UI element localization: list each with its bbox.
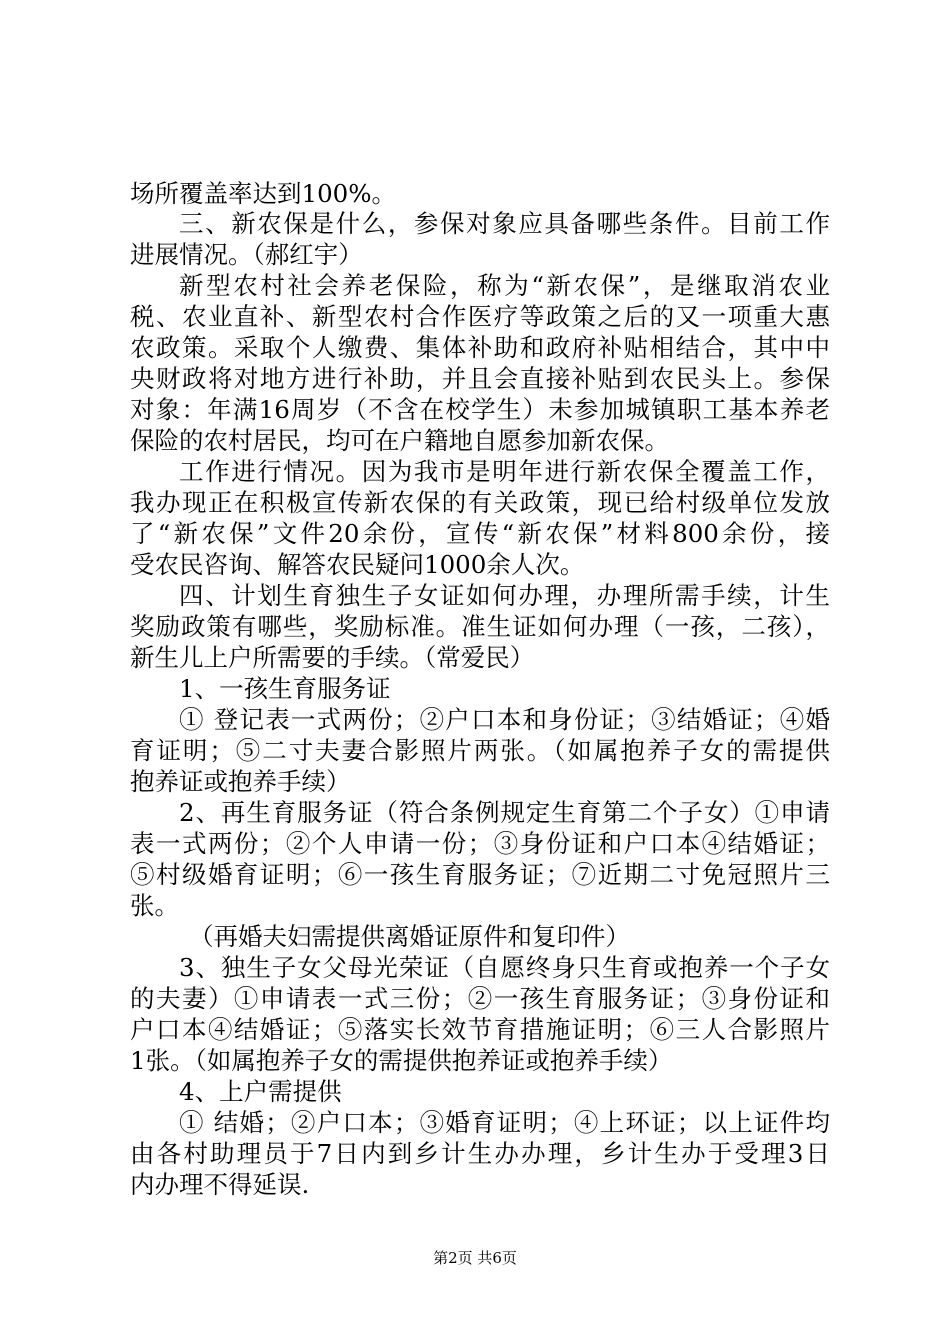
- text-line: ① 结婚；②户口本；③婚育证明；④上环证；以上证件均: [179, 1108, 830, 1137]
- text-line: 2、再生育服务证（符合条例规定生育第二个子女）①申请: [179, 798, 830, 827]
- text-line: 抱养证或抱养手续）: [130, 767, 351, 796]
- text-line: 张。: [130, 891, 179, 920]
- text-line: 的夫妻）①申请表一式三份；②一孩生育服务证；③身份证和: [130, 984, 830, 1013]
- text-line: 我办现正在积极宣传新农保的有关政策，现已给村级单位发放: [130, 488, 830, 517]
- text-line: 受农民咨询、解答农民疑问1000余人次。: [130, 550, 585, 579]
- text-line: 工作进行情况。因为我市是明年进行新农保全覆盖工作，: [179, 457, 830, 486]
- text-line: 表一式两份；②个人申请一份；③身份证和户口本④结婚证；: [130, 829, 830, 858]
- text-line: 对象：年满16周岁（不含在校学生）未参加城镇职工基本养老: [130, 395, 830, 424]
- text-line: 保险的农村居民，均可在户籍地自愿参加新农保。: [130, 426, 669, 455]
- text-line: 三、新农保是什么，参保对象应具备哪些条件。目前工作: [179, 209, 830, 238]
- text-line: 场所覆盖率达到100%。: [130, 179, 397, 208]
- text-line: （再婚夫妇需提供离婚证原件和复印件）: [189, 922, 630, 951]
- text-line: 3、独生子女父母光荣证（自愿终身只生育或抱养一个子女: [179, 953, 830, 982]
- text-line: ① 登记表一式两份；②户口本和身份证；③结婚证；④婚: [179, 705, 830, 734]
- page-footer: 第2页 共6页: [433, 1249, 517, 1267]
- text-line: 由各村助理员于7日内到乡计生办办理，乡计生办于受理3日: [130, 1139, 830, 1168]
- text-line: 4、上户需提供: [179, 1077, 342, 1106]
- text-line: 农政策。采取个人缴费、集体补助和政府补贴相结合，其中中: [130, 333, 830, 362]
- text-line: 新型农村社会养老保险，称为“新农保”，是继取消农业: [179, 271, 830, 300]
- text-line: 育证明；⑤二寸夫妻合影照片两张。（如属抱养子女的需提供: [130, 736, 830, 765]
- text-line: 进展情况。（郝红宇）: [130, 240, 363, 269]
- text-line: 了“新农保”文件20余份，宣传“新农保”材料800余份，接: [130, 519, 830, 548]
- text-line: 央财政将对地方进行补助，并且会直接补贴到农民头上。参保: [130, 364, 830, 393]
- text-line: 户口本④结婚证；⑤落实长效节育措施证明；⑥三人合影照片: [130, 1015, 830, 1044]
- text-line: 1、一孩生育服务证: [179, 674, 391, 703]
- text-line: 内办理不得延误.: [130, 1170, 310, 1199]
- text-line: 四、计划生育独生子女证如何办理，办理所需手续，计生: [179, 581, 830, 610]
- text-line: 1张。（如属抱养子女的需提供抱养证或抱养手续）: [130, 1046, 673, 1075]
- text-line: 税、农业直补、新型农村合作医疗等政策之后的又一项重大惠: [130, 302, 830, 331]
- text-line: 奖励政策有哪些，奖励标准。准生证如何办理（一孩，二孩），: [130, 612, 830, 641]
- text-line: 新生儿上户所需要的手续。（常爱民）: [130, 643, 535, 672]
- text-line: ⑤村级婚育证明；⑥一孩生育服务证；⑦近期二寸免冠照片三: [130, 860, 830, 889]
